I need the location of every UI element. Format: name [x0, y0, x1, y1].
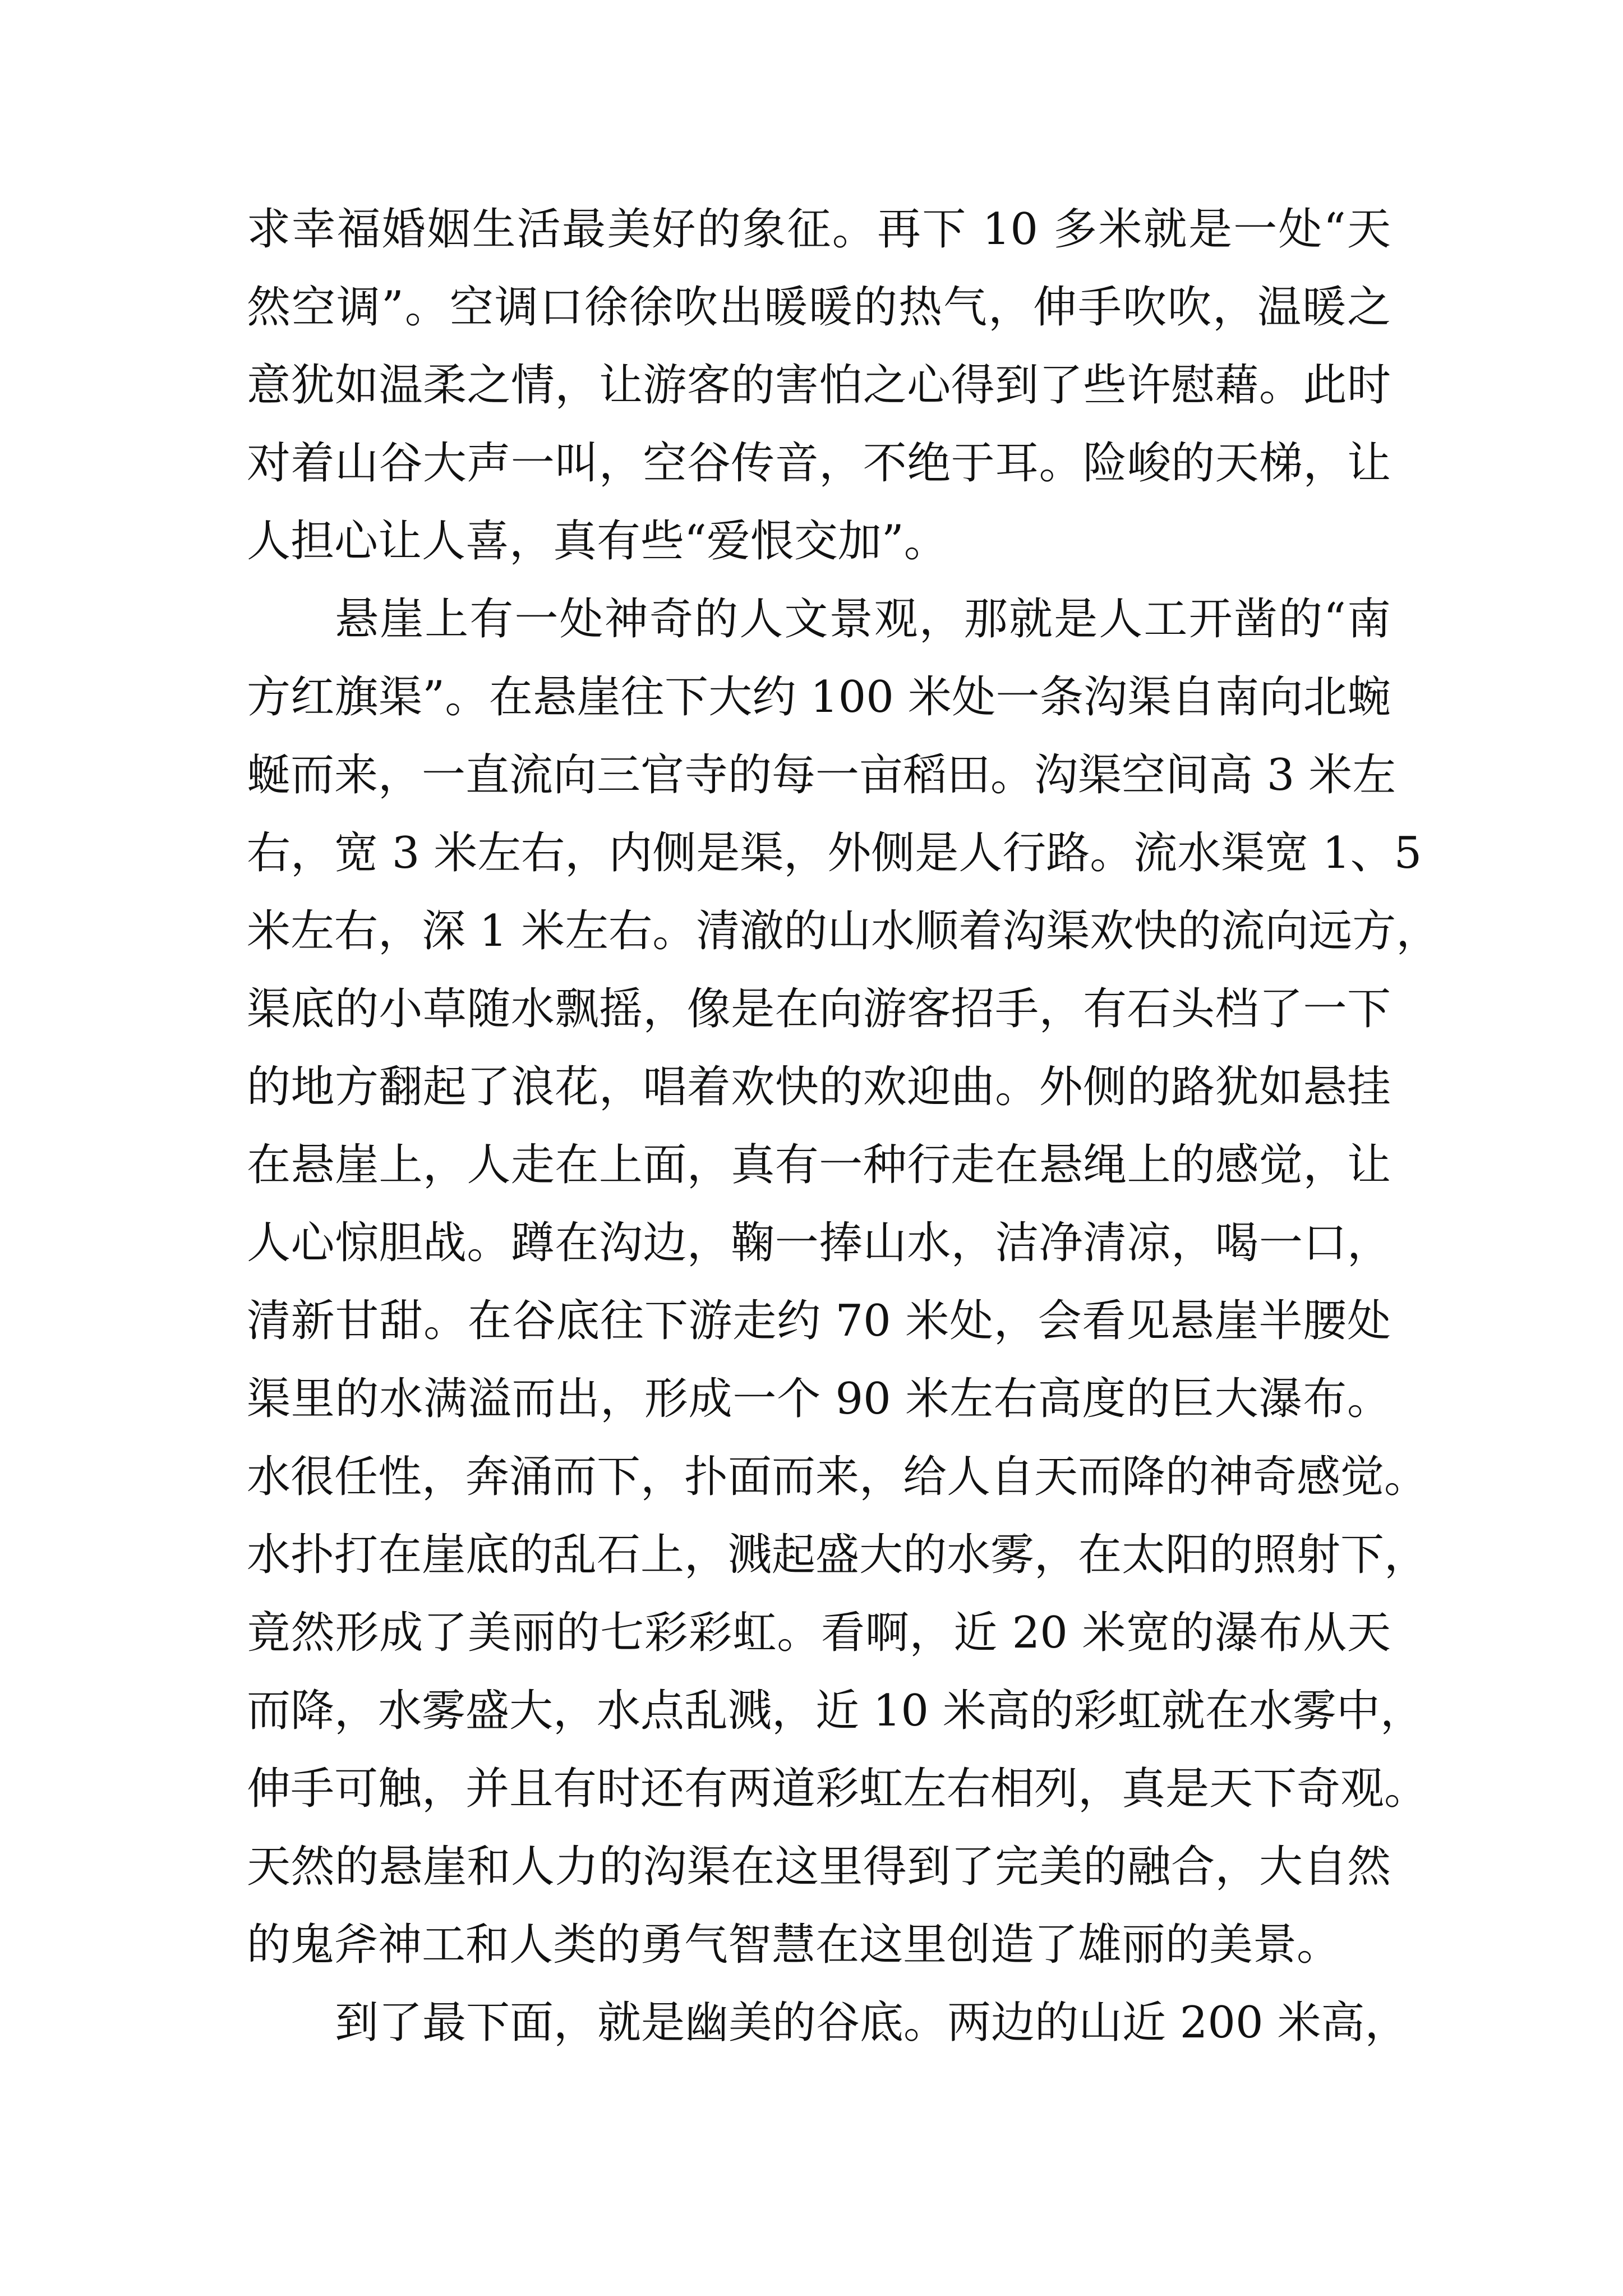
text-line: 人心惊胆战。蹲在沟边，鞠一捧山水，洁净清凉，喝一口， [247, 1218, 1391, 1268]
text-line: 天然的悬崖和人力的沟渠在这里得到了完美的融合，大自然 [247, 1842, 1391, 1892]
text-line: 方红旗渠”。在悬崖往下大约 100 米处一条沟渠自南向北蜿 [247, 672, 1391, 723]
text-line: 伸手可触，并且有时还有两道彩虹左右相列，真是天下奇观。 [247, 1764, 1428, 1814]
body-text [247, 191, 1440, 2062]
paragraph-start-line: 悬崖上有一处神奇的人文景观，那就是人工开凿的“南 [335, 594, 1391, 645]
text-line: 求幸福婚姻生活最美好的象征。再下 10 多米就是一处“天 [247, 204, 1391, 255]
paragraph-start-line: 到了最下面，就是幽美的谷底。两边的山近 200 米高， [335, 1998, 1409, 2048]
text-line: 蜒而来，一直流向三官寺的每一亩稻田。沟渠空间高 3 米左 [247, 750, 1396, 800]
text-line: 右，宽 3 米左右，内侧是渠，外侧是人行路。流水渠宽 1、5 [247, 828, 1422, 878]
text-line: 对着山谷大声一叫，空谷传音，不绝于耳。险峻的天梯，让 [247, 438, 1391, 489]
text-line: 在悬崖上，人走在上面，真有一种行走在悬绳上的感觉，让 [247, 1140, 1391, 1190]
text-line: 米左右，深 1 米左右。清澈的山水顺着沟渠欢快的流向远方， [247, 906, 1440, 956]
text-line: 渠里的水满溢而出，形成一个 90 米左右高度的巨大瀑布。 [247, 1374, 1391, 1424]
text-line: 水扑打在崖底的乱石上，溅起盛大的水雾，在太阳的照射下， [247, 1530, 1428, 1580]
text-line: 竟然形成了美丽的七彩彩虹。看啊，近 20 米宽的瀑布从天 [247, 1608, 1391, 1658]
text-line: 渠底的小草随水飘摇，像是在向游客招手，有石头档了一下 [247, 984, 1391, 1034]
text-line: 人担心让人喜，真有些“爱恨交加”。 [247, 516, 948, 567]
text-line: 而降，水雾盛大，水点乱溅，近 10 米高的彩虹就在水雾中， [247, 1686, 1424, 1736]
text-line: 水很任性，奔涌而下，扑面而来，给人自天而降的神奇感觉。 [247, 1452, 1428, 1502]
text-line: 的鬼斧神工和人类的勇气智慧在这里创造了雄丽的美景。 [247, 1920, 1341, 1970]
text-line: 意犹如温柔之情，让游客的害怕之心得到了些许慰藉。此时 [247, 360, 1391, 411]
text-line: 然空调”。空调口徐徐吹出暖暖的热气，伸手吹吹，温暖之 [247, 282, 1391, 333]
text-line: 清新甘甜。在谷底往下游走约 70 米处，会看见悬崖半腰处 [247, 1296, 1391, 1346]
text-line: 的地方翻起了浪花，唱着欢快的欢迎曲。外侧的路犹如悬挂 [247, 1062, 1391, 1112]
